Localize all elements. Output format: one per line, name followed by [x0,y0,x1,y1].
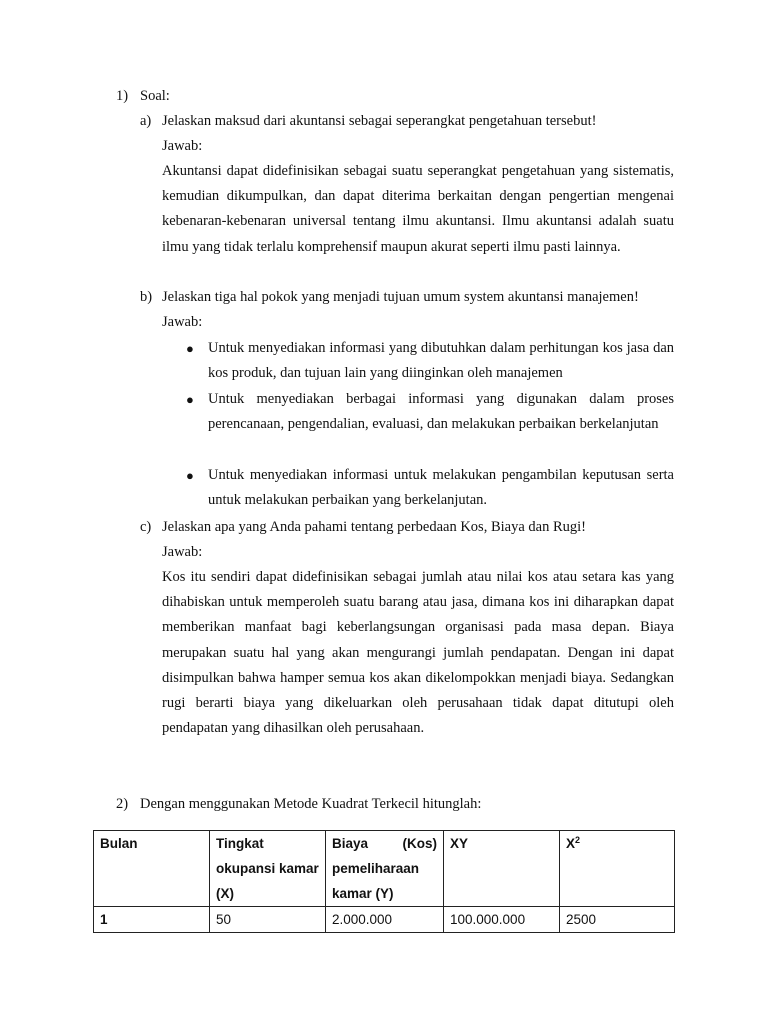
q1b-bullet-2: Untuk menyediakan berbagai informasi yang digunakan dalam proses perencanaan, pengendalian, evaluasi, dan melakukan perbaikan berkelanjutan [208,391,674,433]
header-x: Tingkat okupansi kamar (X) [210,831,326,907]
header-xy: XY [444,831,560,907]
q1a-answer: Akuntansi dapat didefinisikan sebagai suatu seperangkat pengetahuan yang sistematis, kemudian dikumpulkan, dan dapat diterima berkaitan dengan pengertian mengenai kebenaran-kebenaran universal tentang ilmu akuntansi. Ilmu akuntansi adalah suatu ilmu yang tidak terlalu komprehensif maupun akurat seperti ilmu pasti lainnya. [162,163,674,255]
header-x-exponent: 2 [575,835,581,845]
cell-xy: 100.000.000 [444,907,560,933]
cell-y: 2.000.000 [326,907,444,933]
bullet-icon: ● [186,468,194,483]
q2-number: 2) [116,796,129,812]
q1b-jawab: Jawab: [162,314,203,330]
q1a-question: Jelaskan maksud dari akuntansi sebagai seperangkat pengetahuan tersebut! [162,113,597,129]
data-table [93,830,675,933]
q1-number: 1) [116,88,129,104]
header-y: Biaya (Kos) pemeliharaan kamar (Y) [326,831,444,907]
cell-x: 50 [210,907,326,933]
q1c-answer: Kos itu sendiri dapat didefinisikan sebagai jumlah atau nilai kos atau setara kas yang dihabiskan untuk memperoleh suatu barang atau jasa, dimana kos ini diharapkan dapat memberikan manfaat bagi keberlangsungan organisasi pada masa depan. Biaya merupakan suatu hal yang akan mengurangi jumlah pendapatan. Dengan ini dapat disimpulkan bahwa hamper semua kos akan dikelompokkan menjadi biaya. Sedangkan rugi berarti biaya yang dikeluarkan oleh perusahaan tidak dapat ditutupi oleh pendapatan yang dihasilkan oleh perusahaan. [162,569,674,737]
q2-text: Dengan menggunakan Metode Kuadrat Terkecil hitunglah: [140,796,482,812]
q1b-bullet-3: Untuk menyediakan informasi untuk melakukan pengambilan keputusan serta untuk melakukan perbaikan yang berkelanjutan. [208,467,674,509]
header-bulan: Bulan [94,831,210,907]
header-x-base: X [566,836,576,851]
bullet-icon: ● [186,341,194,356]
q1b-letter: b) [140,289,153,305]
q1b-question: Jelaskan tiga hal pokok yang menjadi tujuan umum system akuntansi manajemen! [162,289,639,305]
q1a-jawab: Jawab: [162,138,203,154]
cell-bulan: 1 [94,907,210,933]
q1c-jawab: Jawab: [162,544,203,560]
q1c-question: Jelaskan apa yang Anda pahami tentang perbedaan Kos, Biaya dan Rugi! [162,519,586,535]
table-header-row [94,831,675,907]
table-row [94,907,675,933]
q1-label: Soal: [140,88,170,104]
bullet-icon: ● [186,392,194,407]
q1b-bullet-1: Untuk menyediakan informasi yang dibutuhkan dalam perhitungan kos jasa dan kos produk, dan tujuan lain yang diinginkan oleh manajemen [208,340,674,382]
q1a-letter: a) [140,113,152,129]
cell-x-squared: 2500 [560,907,675,933]
q1c-letter: c) [140,519,152,535]
header-x-squared [560,831,675,907]
